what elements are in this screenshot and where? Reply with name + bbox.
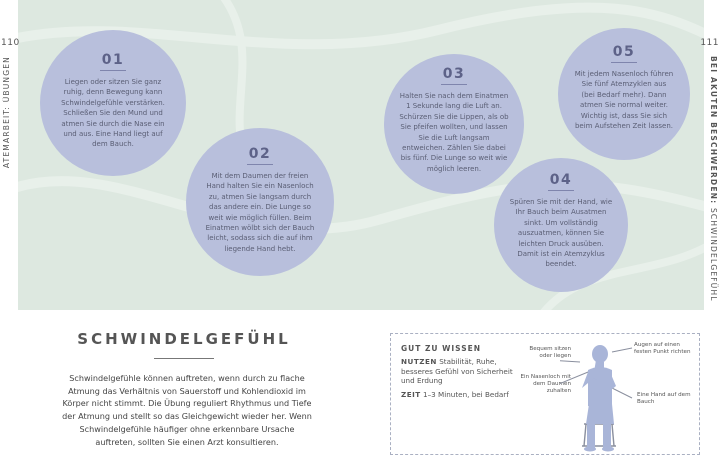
page-number-left: 110 [1,38,20,48]
box-time-text: 1–3 Minuten, bei Bedarf [423,390,509,399]
box-time [401,390,516,400]
step-circle-01 [40,30,186,176]
running-head-right [709,56,718,302]
step-text: Mit jedem Nasenloch führen Sie fünf Atemzyklen aus (bei Bedarf mehr). Dann atmen Sie normal weiter. Wichtig ist, dass Sie sich beim Aufstehen Zeit lassen. [574,70,674,131]
step-text: Halten Sie nach dem Einatmen 1 Sekunde lang die Luft an. Schürzen Sie die Lippen, als ob Sie pfeifen wollten, und lassen Sie die Luft langsam entweichen. Zählen Sie dabei bis fünf. Die Lunge so weit wie möglich leeren. [399,92,509,173]
step-number: 05 [612,44,636,60]
step-divider [100,70,126,71]
step-number: 02 [248,146,272,162]
step-divider [548,190,574,191]
box-uses-text: Stabilität, Ruhe, besseres Gefühl von Sicherheit und Erdung [401,357,513,385]
seated-figure-illustration [560,338,650,455]
step-text: Liegen oder sitzen Sie ganz ruhig, denn Bewegung kann Schwindelgefühle verstärken. Schließen Sie den Mund und atmen Sie durch die Nase ein und aus. Eine Hand liegt auf dem Bauch. [61,78,165,149]
step-number: 04 [549,172,573,188]
box-time-label: ZEIT [401,390,421,399]
running-head-left-text: ATEMARBEIT: ÜBUNGEN [2,56,11,169]
box-heading: GUT ZU WISSEN [401,344,482,353]
annotation-eyes: Augen auf einen festen Punkt richten [634,342,691,355]
running-head-left [2,56,11,168]
annotation-seat: Bequem sitzen oder liegen [529,346,571,359]
step-divider [247,164,273,165]
step-circle-02 [186,128,334,276]
good-to-know-box [390,333,700,455]
step-number: 01 [101,52,125,68]
step-circle-03 [384,54,524,194]
section-body: Schwindelgefühle können auftreten, wenn durch zu flache Atmung das Verhältnis von Sauerstoff und Kohlendioxid im Körper nicht stimmt. Die Übung reguliert Rhythmus und Tiefe der Atmung und stellt so das Gleichgewicht wieder her. Wenn Schwindelgefühle häufiger ohne erkennbare Ursache auftreten, sollten Sie einen Arzt konsultieren. [62,373,312,447]
exercise-background [18,0,704,310]
box-uses [401,357,516,386]
box-uses-label: NUTZEN [401,357,437,366]
step-circle-05 [558,28,690,160]
page-number-right: 111 [700,38,719,48]
step-text: Spüren Sie mit der Hand, wie Ihr Bauch beim Ausatmen sinkt. Um vollständig auszuatmen, können Sie leichten Druck ausüben. Damit ist ein Atemzyklus beendet. [509,198,613,269]
step-text: Mit dem Daumen der freien Hand halten Sie ein Nasenloch zu, atmen Sie langsam durch das andere ein. Die Lunge so weit wie möglich füllen. Beim Einatmen wölbt sich der Bauch leicht, sodass sich die auf ihm liegende Hand hebt. [205,172,315,253]
running-head-right-rest: SCHWINDELGEFÜHL [709,207,718,302]
step-number: 03 [442,66,466,82]
running-head-right-bold: BEI AKUTEN BESCHWERDEN: [709,56,718,205]
step-divider [441,84,467,85]
section-title: SCHWINDELGEFÜHL [77,330,291,348]
annotation-thumb: Ein Nasenloch mit dem Daumen zuhalten [520,374,571,394]
annotation-hand: Eine Hand auf dem Bauch [637,392,691,405]
step-circle-04 [494,158,628,292]
title-divider [154,358,214,359]
step-divider [611,62,637,63]
